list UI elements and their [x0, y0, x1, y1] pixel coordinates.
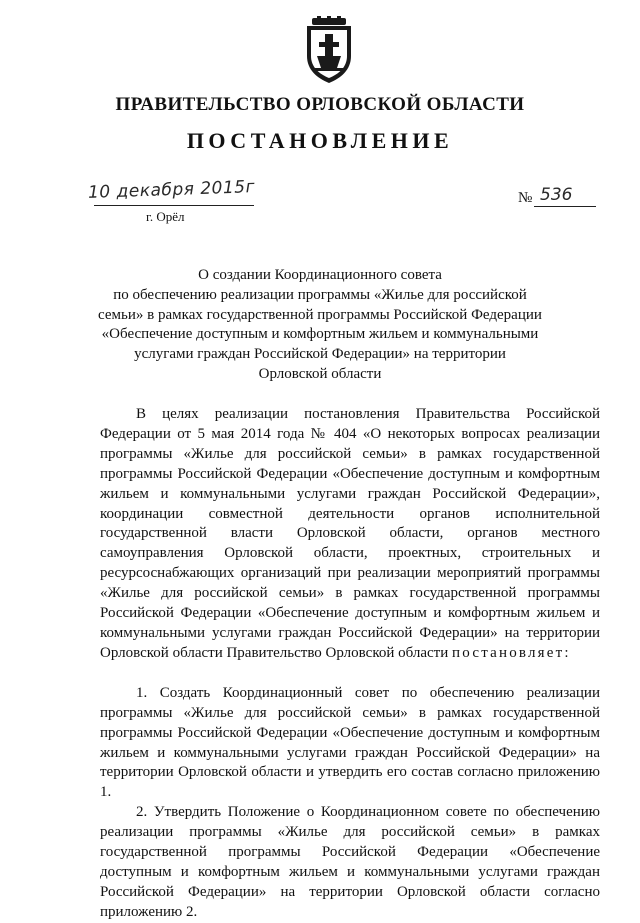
city-label: г. Орёл	[146, 209, 185, 224]
resolves-word: постановляет:	[452, 644, 571, 661]
number-label: №	[518, 190, 533, 206]
preamble-text: В целях реализации постановления Правительства Российской Федерации от 5 мая 2014 года № 404 «О некоторых вопросах реализации программы «Жилье для российской семьи» в рамках государственной программы Российской Федерации «Обеспечение доступным и комфортным жильем и коммунальными услугами граждан Российской Федерации», координации совместной деятельности органов исполнительной государственной власти Орловской области, органов местного самоуправления Орловской области, проектных, строительных и ресурсоснабжающих организаций при реализации мероприятий программы «Жилье для российской семьи» в рамках государственной программы Российской Федерации «Обеспечение доступным и комфортным жильем и коммунальными услугами граждан Российской Федерации» на территории Орловской области Правительство Орловской области	[100, 406, 600, 661]
document-type: ПОСТАНОВЛЕНИЕ	[186, 128, 454, 153]
resolution-title	[90, 266, 550, 385]
title-line: Орловской области	[258, 365, 382, 382]
preamble-paragraph	[100, 405, 600, 664]
title-line: «Обеспечение доступным и комфортным жильем и коммунальными	[101, 326, 539, 343]
document-body	[100, 405, 600, 923]
number-handwritten: 536	[540, 185, 573, 205]
coat-of-arms-icon	[299, 16, 359, 84]
organization-name: ПРАВИТЕЛЬСТВО ОРЛОВСКОЙ ОБЛАСТИ	[115, 94, 525, 115]
item-2-paragraph: 2. Утвердить Положение о Координационном совете по обеспечению реализации программы «Жилье для российской семьи» в рамках государственной программы Российской Федерации «Обеспечение доступным и комфортным жильем и коммунальными услугами граждан Российской Федерации» на территории Орловской области согласно приложению 2.	[100, 804, 600, 920]
title-line: семьи» в рамках государственной программы Российской Федерации	[98, 306, 542, 323]
title-line: О создании Координационного совета	[198, 267, 442, 283]
number-underline	[534, 206, 596, 207]
title-line: услугами граждан Российской Федерации» на территории	[134, 346, 506, 363]
date-handwritten: 10 декабря 2015г	[87, 177, 256, 203]
date-underline	[94, 205, 254, 206]
item-1-paragraph: 1. Создать Координационный совет по обеспечению реализации программы «Жилье для российской семьи» в рамках государственной программы Российской Федерации «Обеспечение доступным и комфортным жильем и коммунальными услугами граждан Российской Федерации» на территории Орловской области и утвердить его состав согласно приложению 1.	[100, 684, 600, 801]
title-line: по обеспечению реализации программы «Жилье для российской	[113, 286, 527, 303]
